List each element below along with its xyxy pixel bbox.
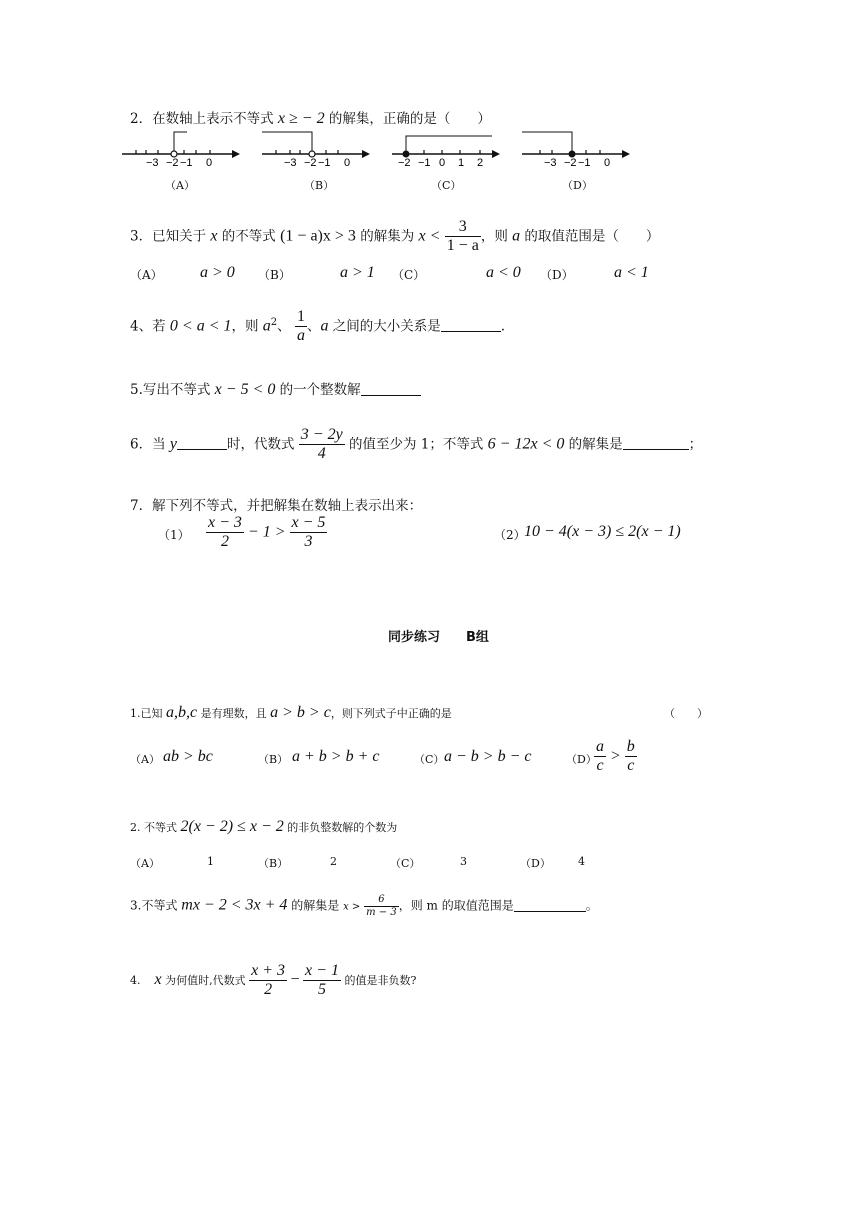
question-7-title: 7．解下列不等式，并把解集在数轴上表示出来： [130,498,423,514]
q3-option-c: （C） [392,268,426,282]
answer-blank[interactable] [514,897,586,912]
answer-blank[interactable] [177,435,227,450]
answer-blank[interactable] [623,435,689,450]
b2-option-b-value: 2 [330,855,337,868]
q3-option-c-value: a < 0 [486,264,521,281]
b1-option-b-label: （B） [258,753,289,766]
option-d-label: （D） [562,179,593,192]
tick-label: −1 [180,157,193,169]
b2-option-c-label: （C） [390,857,421,870]
q3-fraction: $\frac{3}{1 - a}$ [446,218,479,255]
b2-option-a-value: 1 [207,855,214,868]
option-c-label: （C） [431,179,462,192]
tick-label: 2 [477,157,484,169]
q3-option-b-value: a > 1 [340,264,375,281]
tick-label: −3 [544,157,557,169]
q2-text-after: 的解集，正确的是（ ） [324,111,491,127]
q3-option-d-value: a < 1 [614,264,649,281]
answer-blank[interactable] [441,317,501,332]
tick-label: 0 [439,157,446,169]
q3-option-d: （D） [540,268,574,282]
b2-option-c-value: 3 [460,855,467,868]
tick-label: 0 [344,157,351,169]
tick-label: 0 [206,157,213,169]
b3-fraction: $\frac{6}{m - 3}$ [366,894,397,918]
b1-option-a-value: ab > bc [163,748,213,765]
tick-label: −3 [284,157,297,169]
b-question-3-stem: 3.不等式 mx − 2 < 3x + 4 的解集是 x > $\frac{6}{m - 3}$ ，则 m 的取值范围是 。 [130,894,598,918]
b1-option-d-value: $\frac{a}{c}$ > $\frac{b}{c}$ [596,738,635,775]
number-line-a [118,128,248,173]
q2-text: 2．在数轴上表示不等式 [130,111,278,127]
question-2-stem [130,107,491,128]
q6-fraction: $\frac{3 - 2y}{4}$ [300,426,343,463]
b1-answer-paren: （ ） [664,707,708,720]
q3-option-a-value: a > 0 [200,264,235,281]
tick-label: −2 [564,157,577,169]
tick-label: −2 [398,157,411,169]
q7-part-1-label: （1） [158,528,190,542]
b-question-1-stem: 1.已知 a,b,c 是有理数，且 a > b > c，则下列式子中正确的是 [130,704,452,721]
tick-label: −1 [578,157,591,169]
b2-option-a-label: （A） [130,857,160,870]
tick-label: −1 [418,157,431,169]
b1-option-c-value: a − b > b − c [444,748,532,765]
b1-option-a-label: （A） [130,753,160,766]
q2-inequality: x ≥ − 2 [277,110,325,127]
question-3-stem: 3．已知关于 x 的不等式 (1 − a)x > 3 的解集为 x < $\frac{3}{1 - a}$ ，则 a 的取值范围是（ ） [130,218,660,255]
q7-part-2-label: （2） [494,528,526,542]
tick-label: 0 [604,157,611,169]
b2-option-d-value: 4 [578,855,585,868]
q4-fraction: $\frac{1}{a}$ [296,308,305,345]
q7-part-1-expr: $\frac{x - 3}{2}$ − 1 > $\frac{x - 5}{3}$ [208,514,326,551]
b1-option-c-label: （C） [414,753,445,766]
tick-label: −2 [304,157,317,169]
number-line-b [258,128,378,173]
tick-label: −1 [318,157,331,169]
tick-label: 1 [458,157,465,169]
b1-option-d-label: （D） [566,753,597,766]
q3-option-b: （B） [258,268,291,282]
tick-label: −2 [166,157,179,169]
option-a-label: （A） [165,179,195,192]
b2-option-b-label: （B） [258,857,289,870]
b1-option-b-value: a + b > b + c [292,748,380,765]
question-6-stem: 6．当 y 时，代数式 $\frac{3 - 2y}{4}$ 的值至少为 1；不等式 6 − 12x < 0 的解集是 ； [130,426,703,463]
section-b-title: 同步练习 B组 [388,630,489,645]
option-b-label: （B） [304,179,335,192]
b2-option-d-label: （D） [520,857,551,870]
number-line-c [388,128,508,173]
b-question-2-stem: 2. 不等式 2(x − 2) ≤ x − 2 的非负整数解的个数为 [130,818,398,835]
q3-option-a: （A） [130,268,163,282]
question-5-stem: 5.写出不等式 x − 5 < 0 的一个整数解 [130,378,421,399]
q7-part-2-expr: 10 − 4(x − 3) ≤ 2(x − 1) [524,523,681,540]
question-4-stem: 4、若 0 < a < 1，则 $a^2$、 $\frac{1}{a}$ 、a 之间的大小关系是 . [130,308,506,345]
number-line-d [518,128,638,173]
answer-blank[interactable] [361,381,421,396]
b-question-4-stem: 4. x 为何值时,代数式 $\frac{x + 3}{2}$ − $\frac{x - 1}{5}$ 的值是非负数? [130,962,417,999]
q3-inequality: (1 − a)x > 3 [280,227,356,245]
tick-label: −3 [146,157,159,169]
